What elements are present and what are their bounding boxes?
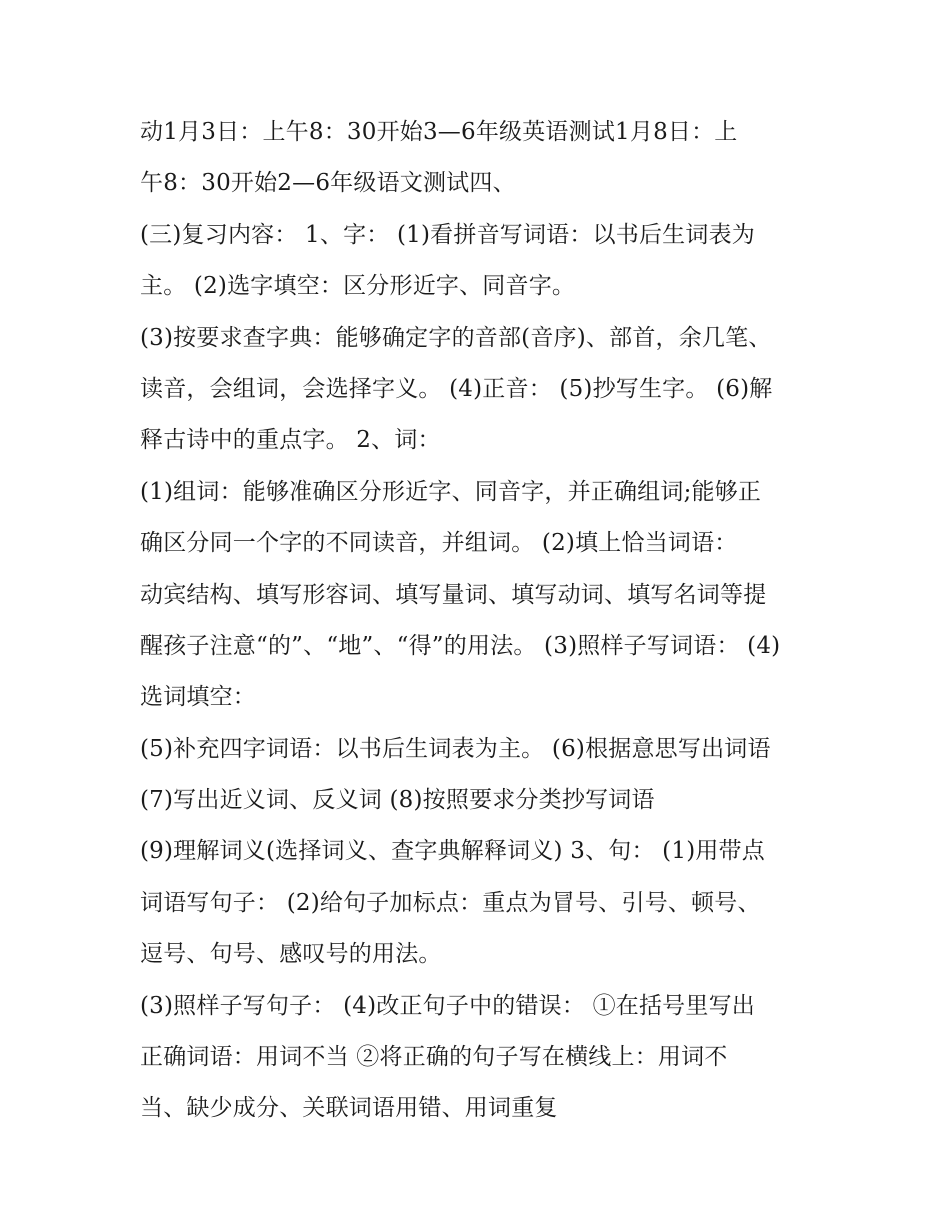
text-line: (1)组词：能够准确区分形近字、同音字，并正确组词;能够正 <box>140 478 762 505</box>
text-line: (5)补充四字词语：以书后生词表为主。 (6)根据意思写出词语 <box>140 735 771 762</box>
text-line: 醒孩子注意“的”、“地”、“得”的用法。 (3)照样子写词语： (4) <box>140 632 781 659</box>
text-line: (7)写出近义词、反义词 (8)按照要求分类抄写词语 <box>140 787 655 814</box>
text-line: 正确词语：用词不当 ②将正确的句子写在横线上：用词不 <box>140 1044 728 1071</box>
text-line: 词语写句子： (2)给句子加标点：重点为冒号、引号、顿号、 <box>140 889 761 916</box>
text-line: 主。 (2)选字填空：区分形近字、同音字。 <box>140 273 576 300</box>
text-line: 释古诗中的重点字。 2、词： <box>140 427 441 454</box>
text-line: (三)复习内容： 1、字： (1)看拼音写词语：以书后生词表为 <box>140 221 755 248</box>
text-line: 动宾结构、填写形容词、填写量词、填写动词、填写名词等提 <box>140 581 767 608</box>
text-line: (9)理解词义(选择词义、查字典解释词义) 3、句： (1)用带点 <box>140 838 765 865</box>
document-body <box>140 107 830 1135</box>
text-line: 确区分同一个字的不同读音，并组词。 (2)填上恰当词语： <box>140 530 738 557</box>
text-line: 逗号、句号、感叹号的用法。 <box>140 941 442 968</box>
text-line: 选词填空： <box>140 684 256 711</box>
text-line: (3)按要求查字典：能够确定字的音部(音序)、部首，余几笔、 <box>140 324 772 351</box>
text-line: (3)照样子写句子： (4)改正句子中的错误： ①在括号里写出 <box>140 992 755 1019</box>
text-line: 读音，会组词，会选择字义。 (4)正音： (5)抄写生字。 (6)解 <box>140 375 773 402</box>
text-line: 午8：30开始2—6年级语文测试四、 <box>140 170 516 197</box>
text-line: 动1月3日：上午8：30开始3—6年级英语测试1月8日：上 <box>140 119 738 145</box>
text-line: 当、缺少成分、关联词语用错、用词重复 <box>140 1095 558 1122</box>
